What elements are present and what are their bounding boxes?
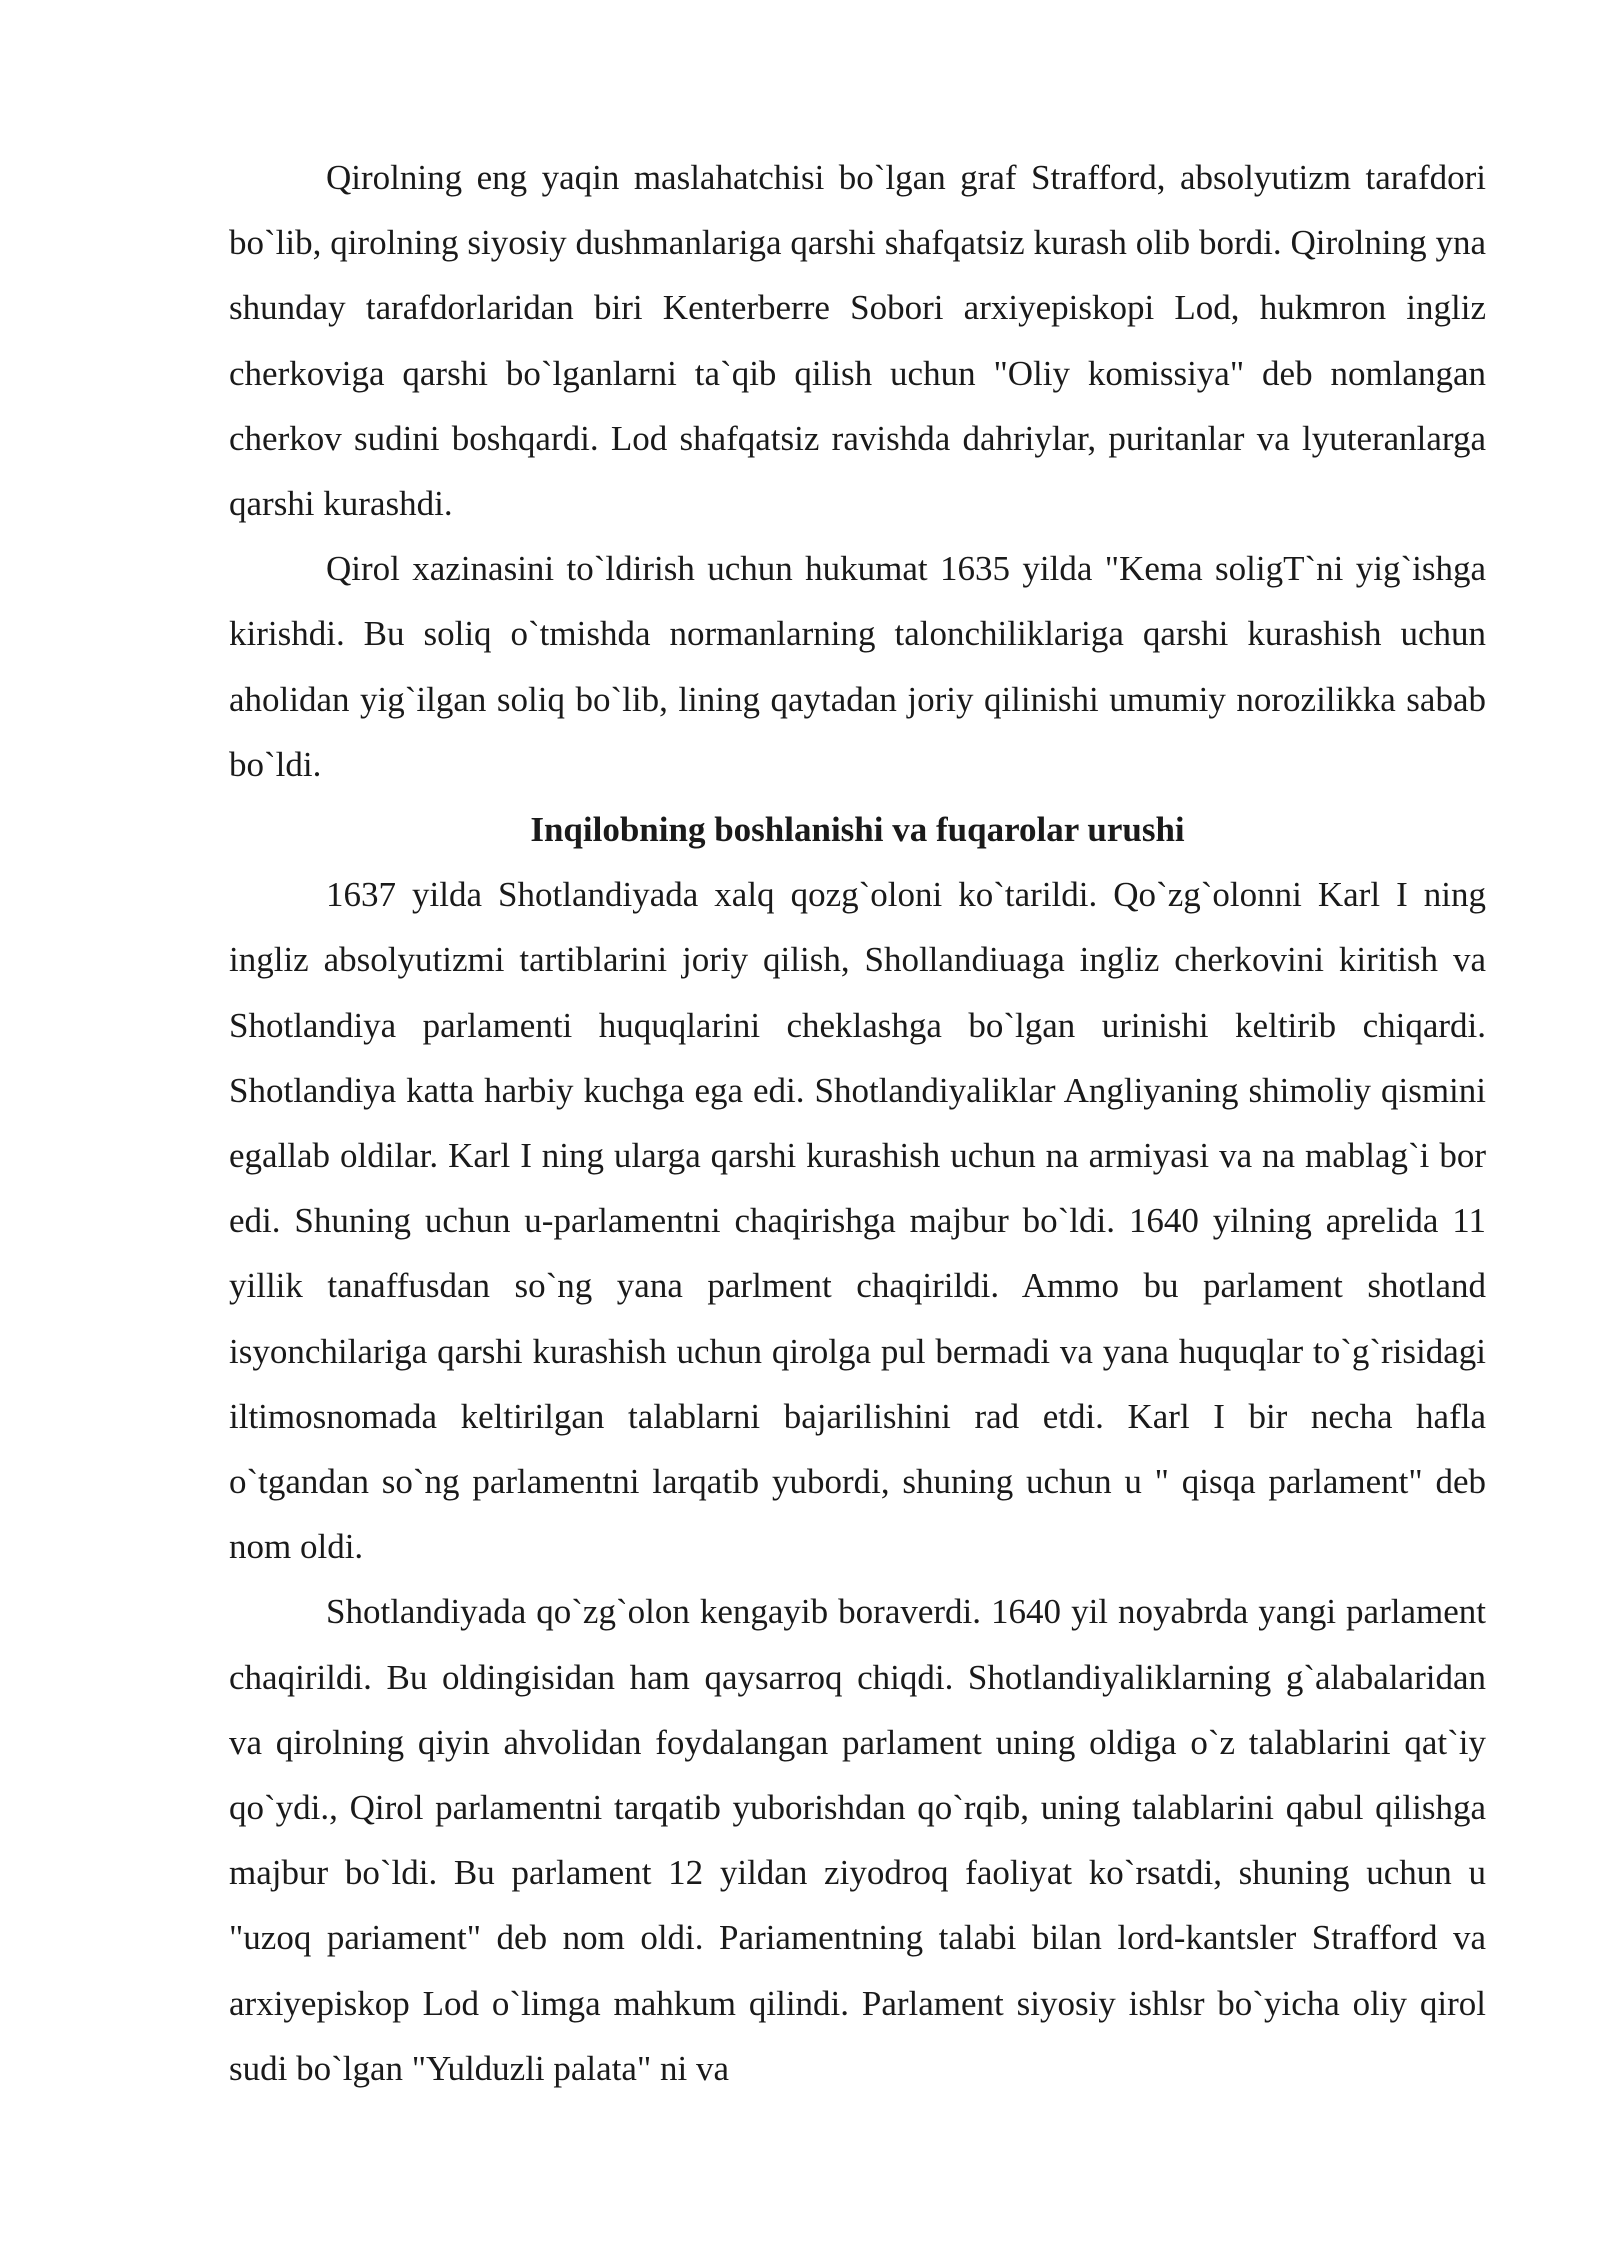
document-page	[229, 145, 1486, 2101]
paragraph-long-parliament: Shotlandiyada qo`zg`olon kengayib boraverdi. 1640 yil noyabrda yangi parlament chaqirildi. Bu oldingisidan ham qaysarroq chiqdi. Shotlandiyaliklarning g`alabalaridan va qirolning qiyin ahvolidan foydalangan parlament uning oldiga o`z talablarini qat`iy qo`ydi., Qirol parlamentni tarqatib yuborishdan qo`rqib, uning talablarini qabul qilishga majbur bo`ldi. Bu parlament 12 yildan ziyodroq faoliyat ko`rsatdi, shuning uchun u "uzoq pariament" deb nom oldi. Pariamentning talabi bilan lord-kantsler Strafford va arxiyepiskop Lod o`limga mahkum qilindi. Parlament siyosiy ishlsr bo`yicha oliy qirol sudi bo`lgan "Yulduzli palata" ni va	[229, 1592, 1486, 2088]
paragraph-scotland-uprising: 1637 yilda Shotlandiyada xalq qozg`oloni ko`tarildi. Qo`zg`olonni Karl I ning ingliz absolyutizmi tartiblarini joriy qilish, Shollandiuaga ingliz cherkovini kiritish va Shotlandiya parlamenti huquqlarini cheklashga bo`lgan urinishi keltirib chiqardi. Shotlandiya katta harbiy kuchga ega edi. Shotlandiyaliklar Angliyaning shimoliy qismini egallab oldilar. Karl I ning ularga qarshi kurashish uchun na armiyasi va na mablag`i bor edi. Shuning uchun u-parlamentni chaqirishga majbur bo`ldi. 1640 yilning aprelida 11 yillik tanaffusdan so`ng yana parlment chaqirildi. Ammo bu parlament shotland isyonchilariga qarshi kurashish uchun qirolga pul bermadi va yana huquqlar to`g`risidagi iltimosnomada keltirilgan talablarni bajarilishini rad etdi. Karl I bir necha hafla o`tgandan so`ng parlamentni larqatib yubordi, shuning uchun u " qisqa parlament" deb nom oldi.	[229, 875, 1486, 1567]
paragraph-ship-tax: Qirol xazinasini to`ldirish uchun hukumat 1635 yilda "Kema soligT`ni yig`ishga kirishdi. Bu soliq o`tmishda normanlarning talonchiliklariga qarshi kurashish uchun aholidan yig`ilgan soliq bo`lib, lining qaytadan joriy qilinishi umumiy norozilikka sabab bo`ldi.	[229, 549, 1486, 784]
section-heading: Inqilobning boshlanishi va fuqarolar urushi	[530, 810, 1185, 850]
paragraph-strafford-lod: Qirolning eng yaqin maslahatchisi bo`lgan graf Strafford, absolyutizm tarafdori bo`lib, qirolning siyosiy dushmanlariga qarshi shafqatsiz kurash olib bordi. Qirolning yna shunday tarafdorlaridan biri Kenterberre Sobori arxiyepiskopi Lod, hukmron ingliz cherkoviga qarshi bo`lganlarni ta`qib qilish uchun "Oliy komissiya" deb nomlangan cherkov sudini boshqardi. Lod shafqatsiz ravishda dahriylar, puritanlar va lyuteranlarga qarshi kurashdi.	[229, 158, 1486, 524]
